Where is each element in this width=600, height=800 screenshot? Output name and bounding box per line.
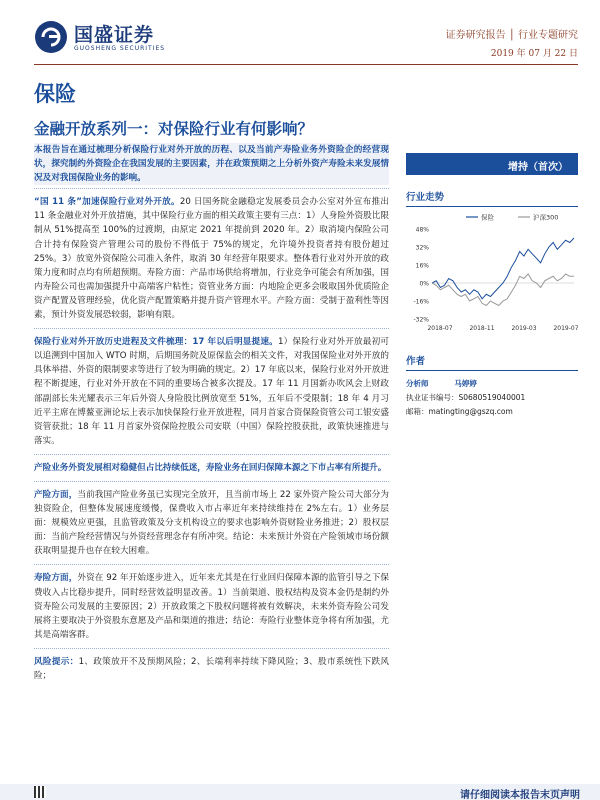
rating-badge: 增持（首次） [406, 153, 578, 175]
paragraph-property-insurance [34, 485, 389, 561]
legend-label: 保险 [481, 213, 494, 222]
header-divider [34, 64, 578, 65]
report-date: 2019 年 07 月 22 日 [490, 49, 578, 59]
footer [0, 784, 600, 800]
trend-chart-svg [406, 211, 578, 333]
divider [34, 648, 389, 649]
company-logo [34, 18, 204, 58]
main-column [34, 143, 389, 686]
summary-text: 本报告旨在通过梳理分析保险行业对外开放的历程、以及当前产寿险业务外资险企的经营现状，探究制约外资险企在我国发展的主要因素，并在政策预期之上分析外资产寿险未来发展情况及对我国保险业务的影响。 [34, 145, 389, 184]
company-name-cn: 国盛证券 [74, 24, 155, 46]
y-tick-label: 0% [419, 280, 429, 288]
divider [34, 564, 389, 565]
cert-row [406, 391, 578, 405]
paragraph-history [34, 332, 389, 451]
paragraph-lead: “国 11 条”加速保险行业对外开放。 [34, 197, 180, 208]
summary-paragraph [34, 143, 389, 185]
y-tick-label: 48% [415, 226, 429, 234]
y-tick-label: 16% [415, 262, 429, 270]
x-tick-label: 2019-07 [553, 325, 578, 332]
paragraph-lead: 产险方面， [34, 489, 78, 500]
paragraph-text: 当前我国产险业务虽已实现完全放开，且当前市场上 22 家外资产险公司大部分为独资险企，但整体发展速度缓慢，保费收入市占率近年来持续维持在 2%左右。1）业务层面：规模效应更强，且监管政策及分支机构设立的要求也影响外资财险业务推进；2）股权层面：当前产险经营情况与外资经营理念存有所冲突。结论：未来预计外资在产险领域市场份额获取明显提升也存在较大困难。 [34, 489, 389, 557]
industry-name: 保险 [34, 82, 76, 106]
paragraph-opening-policy [34, 192, 389, 325]
cert-label: 执业证书编号： [406, 393, 459, 402]
x-tick-label: 2018-07 [427, 325, 453, 332]
trend-chart [406, 211, 578, 337]
author-row [406, 377, 578, 391]
series-line-hs300 [432, 274, 574, 306]
paragraph-lead: 保险行业对外开放历史进程及文件梳理：17 年以后明显提速。 [34, 337, 278, 348]
company-name-en: GUOSHENG SECURITIES [74, 45, 166, 52]
email-label: 邮箱： [406, 407, 429, 416]
author-email[interactable]: matingting@gszq.com [428, 407, 513, 416]
qr-code-icon [34, 786, 46, 798]
divider [34, 481, 389, 482]
x-tick-label: 2019-03 [511, 325, 537, 332]
paragraph-risk [34, 652, 389, 686]
paragraph-market-share [34, 458, 389, 478]
report-title: 金融开放系列一：对保险行业有何影响？ [34, 120, 314, 138]
y-tick-label: 32% [415, 244, 429, 252]
paragraph-lead: 产险业务外资发展相对稳健但占比持续低迷，寿险业务在回归保障本源之下市占率有所提升。 [34, 462, 387, 473]
author-section-title: 作者 [406, 353, 578, 371]
legend-label: 沪深300 [533, 213, 559, 222]
paragraph-lead: 寿险方面， [34, 573, 78, 584]
paragraph-text: 1、政策放开不及预期风险；2、长端利率持续下降风险；3、股市系统性下跌风险； [34, 656, 389, 681]
paragraph-life-insurance [34, 568, 389, 644]
author-info [406, 377, 578, 419]
author-role: 分析师 [406, 379, 429, 388]
footer-disclaimer: 请仔细阅读本报告末页声明 [460, 790, 580, 800]
chart-section-title: 行业走势 [406, 189, 578, 207]
paragraph-lead: 风险提示： [34, 656, 79, 667]
y-tick-label: -16% [413, 298, 429, 306]
y-tick-label: -32% [413, 316, 429, 324]
paragraph-text: 外资在 92 年开始逐步进入，近年来尤其是在行业回归保障本源的监管引导之下保费收入占比稳步提升，同时经营效益明显改善。1）当前渠道、股权结构及资本金仍是制约外资寿险公司发展的主要原因；2）开放政策之下股权问题将被有效解决，未来外资寿险公司发展将主要取决于外资股东意愿及产品和渠道的推进；结论：寿险行业整体竞争将有所加强，尤其是高端客群。 [34, 573, 389, 640]
divider [34, 328, 389, 329]
report-type: 证券研究报告 │ 行业专题研究 [445, 30, 578, 41]
divider [34, 188, 389, 189]
author-name: 马婷婷 [454, 379, 477, 388]
cert-number: S0680519040001 [458, 393, 526, 402]
email-row [406, 405, 578, 419]
divider [34, 454, 389, 455]
paragraph-text: 1）保险行业对外开放最初可以追溯到中国加入 WTO 时期，后期国务院及原保监会的相关文件，对我国保险业对外开放的具体举措、外资的限制要求等进行了较为明确的规定。2）17 年底以来，保险行业对外开放进程不断提速，行业对外开放在不同的重要场合被多次提及。17 年 11 月国新办吹风会上财政部副部长朱光耀表示三年后外资人身险股比例放宽至 51%，五年后不受限制；18 年 4 月习近平主席在博鳌亚洲论坛上表示加快保险行业开放进程，同月首家合资保险资管公司工银安盛资管获批；18 年 11 月首家外资保险控股公司安联（中国）保险控股获批，政策快速推进与落实。 [34, 337, 390, 446]
sidebar [406, 143, 578, 419]
paragraph-text: 20 日国务院金融稳定发展委员会办公室对外宣布推出 11 条金融业对外开放措施，其中保险行业方面的相关政策主要有三点：1）人身险外资股比限制从 51%提高至 100%的过渡期，由原定 2021 年提前到 2020 年。2）取消境内保险公司合计持有保险资产管理公司的股份不得低于 75%的规定，允许境外投资者持有股份超过 25%。3）放宽外资保险公司准入条件，取消 30 年经营年限要求。整体看行业对外开放的政策力度和时点均有所超预期。寿险方面：产品市场供给将增加，行业竞争可能会有所加强，国内寿险公司也需加强提升中高端客户粘性；资管业务方面：内地险企更多会吸取国外优质险企资产配置及管理经验，优化资产配置策略并提升资产管理水平。产险方面：受制于盈利性等因素，预计外资发展恐较弱，影响有限。 [34, 197, 389, 321]
logo-icon [34, 20, 68, 54]
x-tick-label: 2018-11 [469, 325, 495, 332]
